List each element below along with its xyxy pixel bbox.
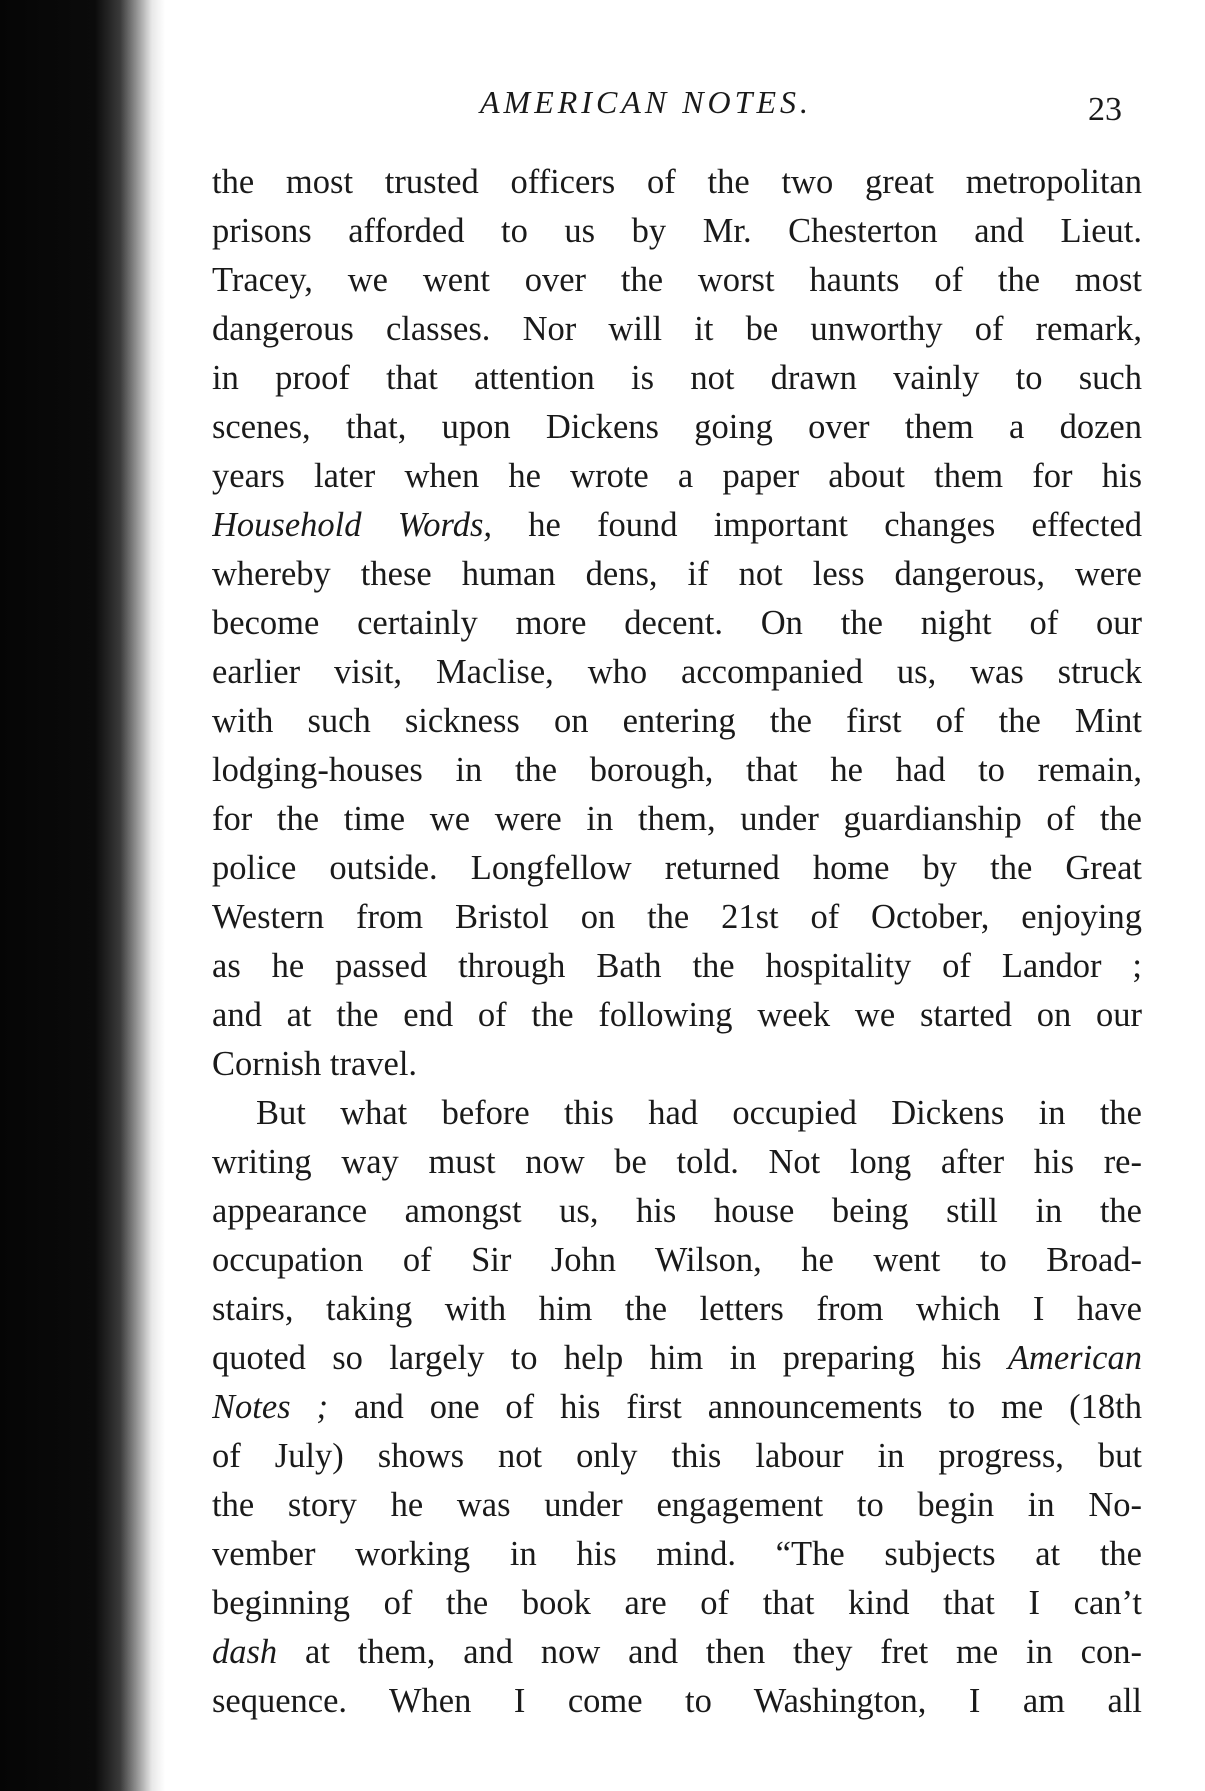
text-line: scenes, that, upon Dickens going over them a dozen [212, 408, 1142, 446]
text-line: of July) shows not only this labour in progress, but [212, 1437, 1142, 1475]
italic-title-notes: Notes ; [212, 1388, 329, 1426]
text-line: prisons afforded to us by Mr. Chesterton and Lieut. [212, 212, 1142, 250]
text-line: become certainly more decent. On the night of our [212, 604, 1142, 642]
text-line [212, 1334, 1142, 1383]
text-line-rest: and one of his first announcements to me (18th [328, 1388, 1142, 1426]
italic-word-dash: dash [212, 1633, 278, 1671]
running-head [0, 82, 1205, 128]
text-line: earlier visit, Maclise, who accompanied us, was struck [212, 653, 1142, 691]
text-line-lead: quoted so largely to help him in preparing his [212, 1339, 1008, 1377]
text-line [212, 1628, 1142, 1677]
text-line: beginning of the book are of that kind that I can’t [212, 1584, 1142, 1622]
text-line: years later when he wrote a paper about them for his [212, 457, 1142, 495]
text-line: appearance amongst us, his house being still in the [212, 1192, 1142, 1230]
italic-title-household-words: Household Words, [212, 506, 493, 544]
italic-title-american: American [1007, 1339, 1142, 1377]
text-line: police outside. Longfellow returned home by the Great [212, 849, 1142, 887]
text-line: dangerous classes. Nor will it be unworthy of remark, [212, 310, 1142, 348]
text-line: the story he was under engagement to begin in No- [212, 1486, 1142, 1524]
text-line: Cornish travel. [212, 1045, 418, 1083]
text-line: lodging-houses in the borough, that he had to remain, [212, 751, 1142, 789]
text-line: stairs, taking with him the letters from which I have [212, 1290, 1142, 1328]
binding-gutter-shadow [0, 0, 165, 1791]
text-line: Tracey, we went over the worst haunts of the most [212, 261, 1142, 299]
text-line: Western from Bristol on the 21st of October, enjoying [212, 898, 1142, 936]
page-number: 23 [1088, 91, 1122, 128]
body-text [212, 158, 1142, 1726]
running-head-title: AMERICAN NOTES. [480, 84, 812, 120]
text-line: with such sickness on entering the first of the Mint [212, 702, 1142, 740]
text-line: vember working in his mind. “The subjects at the [212, 1535, 1142, 1573]
text-line: as he passed through Bath the hospitality of Landor ; [212, 947, 1142, 985]
text-line: the most trusted officers of the two great metropolitan [212, 163, 1142, 201]
text-line-rest: at them, and now and then they fret me in con- [277, 1633, 1142, 1671]
text-line: occupation of Sir John Wilson, he went to Broad- [212, 1241, 1142, 1279]
text-line: and at the end of the following week we started on our [212, 996, 1142, 1034]
text-line [212, 1383, 1142, 1432]
text-line-rest: he found important changes effected [492, 506, 1142, 544]
text-line: in proof that attention is not drawn vainly to such [212, 359, 1142, 397]
text-line: But what before this had occupied Dickens in the [256, 1094, 1142, 1132]
text-line: whereby these human dens, if not less dangerous, were [212, 555, 1142, 593]
text-line: sequence. When I come to Washington, I am all [212, 1682, 1142, 1720]
text-line: writing way must now be told. Not long after his re- [212, 1143, 1142, 1181]
text-line [212, 501, 1142, 550]
text-line: for the time we were in them, under guardianship of the [212, 800, 1142, 838]
